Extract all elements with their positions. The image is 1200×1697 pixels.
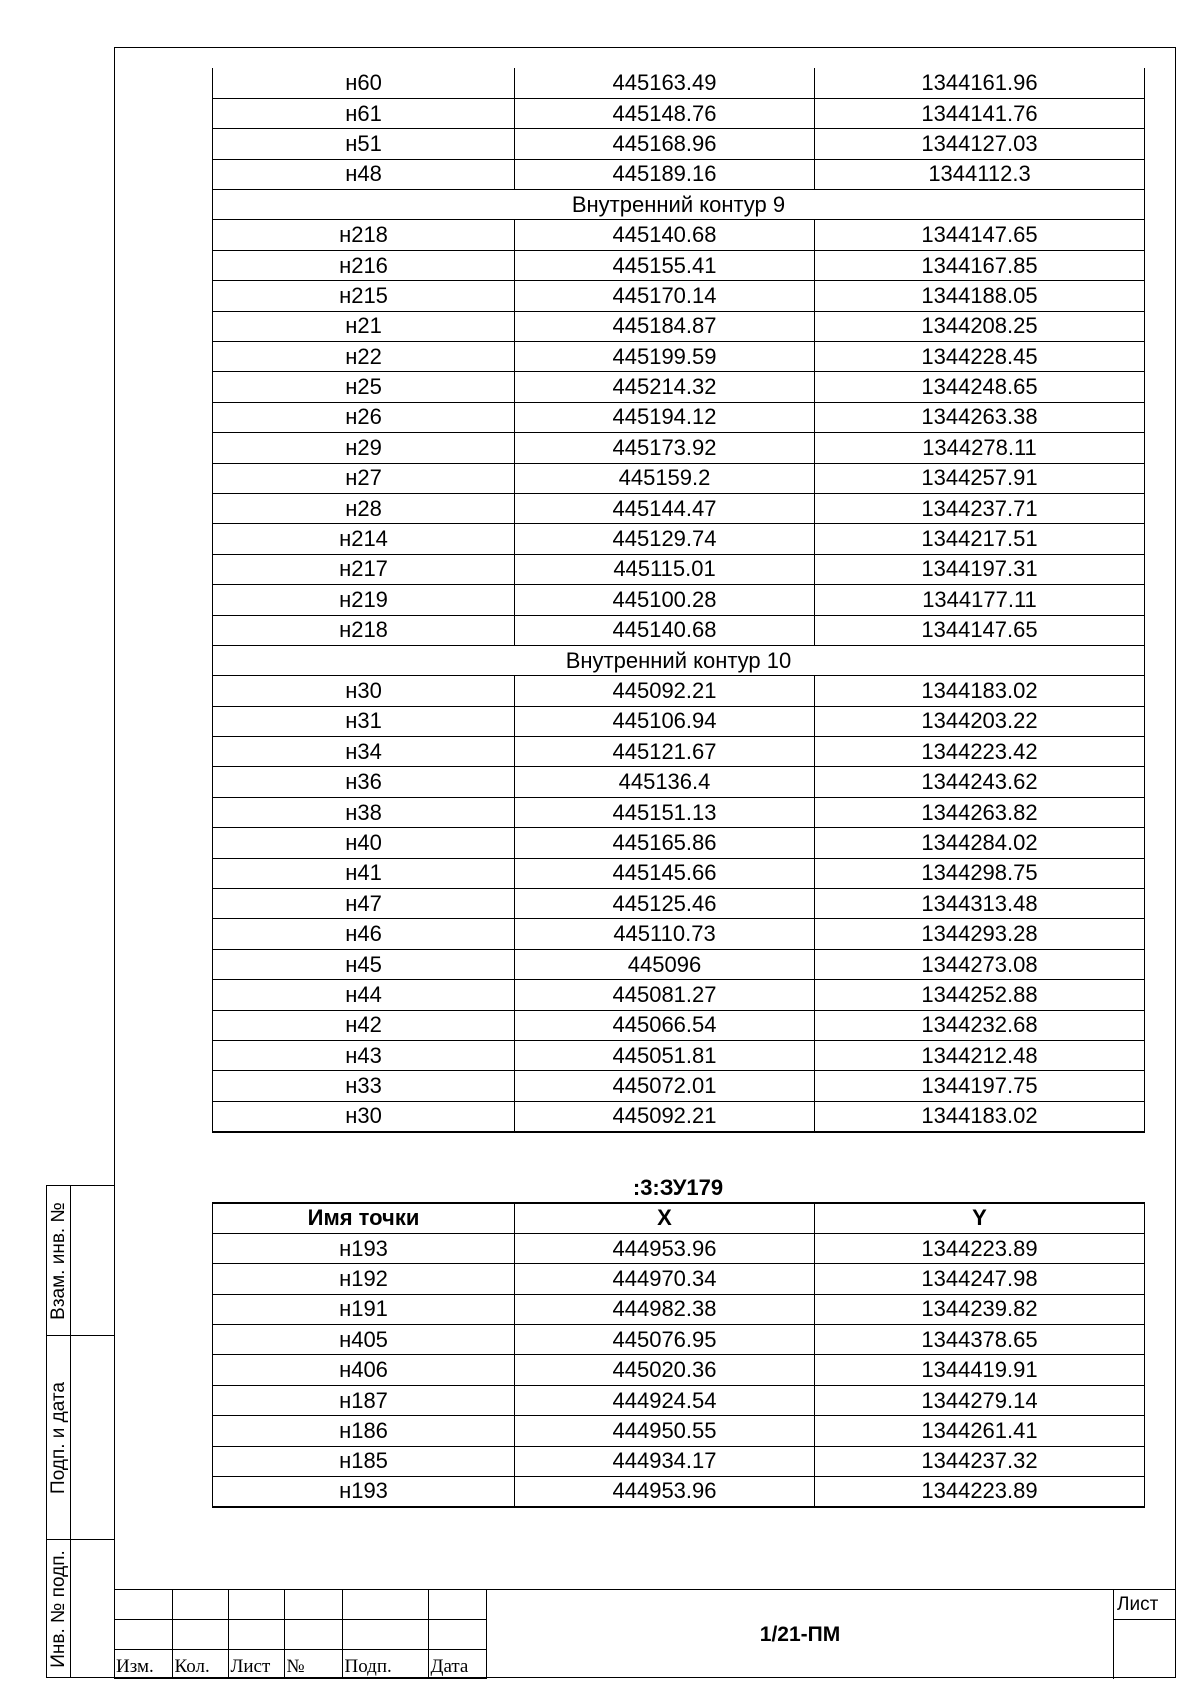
revision-grid xyxy=(114,1590,487,1679)
cell-point-name: н43 xyxy=(213,1041,515,1071)
side-cell-podp xyxy=(47,1336,115,1540)
cell-x: 445148.76 xyxy=(515,98,815,128)
cell-x: 445072.01 xyxy=(515,1071,815,1101)
cell-x: 445140.68 xyxy=(515,615,815,645)
section-row xyxy=(213,645,1145,675)
cell-y: 1344252.88 xyxy=(815,980,1145,1010)
table-row xyxy=(213,797,1145,827)
table-row xyxy=(213,524,1145,554)
cell-y: 1344141.76 xyxy=(815,98,1145,128)
cell-y: 1344232.68 xyxy=(815,1010,1145,1040)
cell-x: 445194.12 xyxy=(515,402,815,432)
cell-x: 444970.34 xyxy=(515,1264,815,1294)
side-stamp xyxy=(46,1185,114,1678)
stamp-col-label: Изм. xyxy=(114,1649,172,1679)
cell-y: 1344177.11 xyxy=(815,585,1145,615)
cell-x: 445115.01 xyxy=(515,554,815,584)
cell-x: 445100.28 xyxy=(515,585,815,615)
table-header-row xyxy=(213,1203,1145,1233)
cell-y: 1344284.02 xyxy=(815,828,1145,858)
cell-x: 445173.92 xyxy=(515,433,815,463)
table-row xyxy=(213,1477,1145,1507)
cell-x: 445184.87 xyxy=(515,311,815,341)
table-row xyxy=(213,250,1145,280)
cell-x: 445125.46 xyxy=(515,889,815,919)
cell-y: 1344237.71 xyxy=(815,493,1145,523)
table-row xyxy=(213,554,1145,584)
cell-x: 445165.86 xyxy=(515,828,815,858)
table-row xyxy=(213,737,1145,767)
cell-y: 1344223.89 xyxy=(815,1233,1145,1263)
cell-x: 445096 xyxy=(515,949,815,979)
cell-y: 1344127.03 xyxy=(815,129,1145,159)
cell-point-name: н25 xyxy=(213,372,515,402)
cell-point-name: н30 xyxy=(213,1101,515,1131)
cell-x: 445020.36 xyxy=(515,1355,815,1385)
table-row xyxy=(213,1294,1145,1324)
table-row xyxy=(213,1385,1145,1415)
table-row xyxy=(213,706,1145,736)
cell-y: 1344419.91 xyxy=(815,1355,1145,1385)
stamp-col-label: Дата xyxy=(428,1649,486,1679)
cell-x: 445076.95 xyxy=(515,1325,815,1355)
table-row xyxy=(213,585,1145,615)
table-row xyxy=(213,1446,1145,1476)
cell-x: 445163.49 xyxy=(515,68,815,98)
cell-point-name: н21 xyxy=(213,311,515,341)
parcel-title: :3:ЗУ179 xyxy=(632,1175,724,1200)
table-row xyxy=(213,828,1145,858)
cell-x: 445110.73 xyxy=(515,919,815,949)
cell-point-name: н61 xyxy=(213,98,515,128)
cell-point-name: н38 xyxy=(213,797,515,827)
cell-x: 444934.17 xyxy=(515,1446,815,1476)
table-row xyxy=(213,68,1145,98)
cell-x: 444953.96 xyxy=(515,1477,815,1507)
cell-x: 444982.38 xyxy=(515,1294,815,1324)
cell-y: 1344208.25 xyxy=(815,311,1145,341)
cell-y: 1344279.14 xyxy=(815,1385,1145,1415)
cell-y: 1344203.22 xyxy=(815,706,1145,736)
cell-point-name: н191 xyxy=(213,1294,515,1324)
cell-point-name: н193 xyxy=(213,1233,515,1263)
table-row xyxy=(213,129,1145,159)
cell-y: 1344188.05 xyxy=(815,281,1145,311)
cell-point-name: н40 xyxy=(213,828,515,858)
header-x: X xyxy=(515,1203,815,1233)
table-row xyxy=(213,767,1145,797)
table-row xyxy=(213,980,1145,1010)
cell-x: 444950.55 xyxy=(515,1416,815,1446)
cell-y: 1344161.96 xyxy=(815,68,1145,98)
cell-x: 444924.54 xyxy=(515,1385,815,1415)
cell-y: 1344257.91 xyxy=(815,463,1145,493)
cell-point-name: н218 xyxy=(213,220,515,250)
coordinates-table-parcel xyxy=(212,1202,1145,1508)
table-row xyxy=(213,159,1145,189)
table-row xyxy=(213,433,1145,463)
table-row xyxy=(213,1355,1145,1385)
cell-x: 445151.13 xyxy=(515,797,815,827)
section-label: Внутренний контур 9 xyxy=(213,190,1145,220)
cell-y: 1344217.51 xyxy=(815,524,1145,554)
cell-point-name: н30 xyxy=(213,676,515,706)
table-row xyxy=(213,676,1145,706)
cell-x: 445081.27 xyxy=(515,980,815,1010)
cell-y: 1344261.41 xyxy=(815,1416,1145,1446)
cell-x: 445066.54 xyxy=(515,1010,815,1040)
table-row xyxy=(213,463,1145,493)
cell-y: 1344298.75 xyxy=(815,858,1145,888)
cell-point-name: н215 xyxy=(213,281,515,311)
cell-x: 445136.4 xyxy=(515,767,815,797)
side-label-vzam: Взам. инв. № xyxy=(47,1201,69,1320)
cell-y: 1344197.31 xyxy=(815,554,1145,584)
cell-y: 1344239.82 xyxy=(815,1294,1145,1324)
table-row xyxy=(213,919,1145,949)
document-code: 1/21-ПМ xyxy=(486,1590,1114,1679)
side-label-podp: Подп. и дата xyxy=(47,1381,69,1494)
cell-x: 445189.16 xyxy=(515,159,815,189)
cell-y: 1344212.48 xyxy=(815,1041,1145,1071)
cell-y: 1344197.75 xyxy=(815,1071,1145,1101)
cell-x: 445214.32 xyxy=(515,372,815,402)
cell-x: 445129.74 xyxy=(515,524,815,554)
table-row xyxy=(213,311,1145,341)
table-row xyxy=(213,1325,1145,1355)
cell-y: 1344147.65 xyxy=(815,615,1145,645)
table-row xyxy=(213,1071,1145,1101)
cell-point-name: н214 xyxy=(213,524,515,554)
cell-point-name: н219 xyxy=(213,585,515,615)
cell-x: 445092.21 xyxy=(515,1101,815,1131)
cell-point-name: н193 xyxy=(213,1477,515,1507)
cell-point-name: н216 xyxy=(213,250,515,280)
table-row xyxy=(213,342,1145,372)
stamp-col-label: Лист xyxy=(228,1649,284,1679)
cell-x: 445121.67 xyxy=(515,737,815,767)
table-row xyxy=(213,1264,1145,1294)
cell-x: 445144.47 xyxy=(515,493,815,523)
cell-y: 1344293.28 xyxy=(815,919,1145,949)
cell-point-name: н406 xyxy=(213,1355,515,1385)
coordinates-table-contours xyxy=(212,68,1145,1133)
side-cell-vzam xyxy=(47,1186,115,1336)
cell-point-name: н185 xyxy=(213,1446,515,1476)
cell-x: 445199.59 xyxy=(515,342,815,372)
table-row xyxy=(213,1416,1145,1446)
table-row xyxy=(213,220,1145,250)
cell-x: 445145.66 xyxy=(515,858,815,888)
cell-point-name: н44 xyxy=(213,980,515,1010)
table-row xyxy=(213,858,1145,888)
cell-point-name: н31 xyxy=(213,706,515,736)
table-row xyxy=(213,1041,1145,1071)
table-row xyxy=(213,615,1145,645)
cell-y: 1344243.62 xyxy=(815,767,1145,797)
cell-point-name: н41 xyxy=(213,858,515,888)
stamp-col-label: Подп. xyxy=(342,1649,428,1679)
title-block xyxy=(114,1589,1176,1678)
stamp-col-label: № xyxy=(284,1649,342,1679)
cell-point-name: н48 xyxy=(213,159,515,189)
cell-point-name: н36 xyxy=(213,767,515,797)
table-row xyxy=(213,949,1145,979)
cell-point-name: н46 xyxy=(213,919,515,949)
cell-point-name: н218 xyxy=(213,615,515,645)
cell-y: 1344313.48 xyxy=(815,889,1145,919)
cell-point-name: н405 xyxy=(213,1325,515,1355)
section-label: Внутренний контур 10 xyxy=(213,645,1145,675)
sheet-box xyxy=(1114,1590,1176,1679)
cell-y: 1344147.65 xyxy=(815,220,1145,250)
side-label-inv: Инв. № подп. xyxy=(47,1549,69,1668)
table-row xyxy=(213,1233,1145,1263)
cell-point-name: н217 xyxy=(213,554,515,584)
cell-y: 1344278.11 xyxy=(815,433,1145,463)
cell-y: 1344183.02 xyxy=(815,676,1145,706)
cell-point-name: н45 xyxy=(213,949,515,979)
cell-x: 445106.94 xyxy=(515,706,815,736)
cell-point-name: н26 xyxy=(213,402,515,432)
cell-y: 1344263.82 xyxy=(815,797,1145,827)
table-row xyxy=(213,1101,1145,1131)
table-row xyxy=(213,281,1145,311)
cell-point-name: н51 xyxy=(213,129,515,159)
cell-x: 445168.96 xyxy=(515,129,815,159)
table-row xyxy=(213,402,1145,432)
table-row xyxy=(213,98,1145,128)
cell-y: 1344263.38 xyxy=(815,402,1145,432)
cell-point-name: н187 xyxy=(213,1385,515,1415)
cell-x: 445140.68 xyxy=(515,220,815,250)
cell-point-name: н60 xyxy=(213,68,515,98)
cell-x: 444953.96 xyxy=(515,1233,815,1263)
cell-y: 1344248.65 xyxy=(815,372,1145,402)
header-y: Y xyxy=(815,1203,1145,1233)
cell-y: 1344183.02 xyxy=(815,1101,1145,1131)
cell-y: 1344237.32 xyxy=(815,1446,1145,1476)
side-cell-inv xyxy=(47,1540,115,1677)
cell-x: 445159.2 xyxy=(515,463,815,493)
cell-y: 1344228.45 xyxy=(815,342,1145,372)
cell-point-name: н192 xyxy=(213,1264,515,1294)
cell-point-name: н27 xyxy=(213,463,515,493)
stamp-col-label: Кол. xyxy=(172,1649,228,1679)
cell-y: 1344223.89 xyxy=(815,1477,1145,1507)
cell-point-name: н47 xyxy=(213,889,515,919)
section-row xyxy=(213,190,1145,220)
cell-x: 445170.14 xyxy=(515,281,815,311)
cell-y: 1344112.3 xyxy=(815,159,1145,189)
cell-y: 1344273.08 xyxy=(815,949,1145,979)
header-point-name: Имя точки xyxy=(213,1203,515,1233)
cell-point-name: н29 xyxy=(213,433,515,463)
cell-point-name: н186 xyxy=(213,1416,515,1446)
table-row xyxy=(213,372,1145,402)
cell-y: 1344247.98 xyxy=(815,1264,1145,1294)
cell-y: 1344167.85 xyxy=(815,250,1145,280)
sheet-label: Лист xyxy=(1114,1590,1176,1620)
cell-x: 445155.41 xyxy=(515,250,815,280)
table-row xyxy=(213,1010,1145,1040)
cell-point-name: н34 xyxy=(213,737,515,767)
table-row xyxy=(213,493,1145,523)
cell-x: 445092.21 xyxy=(515,676,815,706)
table-row xyxy=(213,889,1145,919)
cell-point-name: н28 xyxy=(213,493,515,523)
cell-y: 1344378.65 xyxy=(815,1325,1145,1355)
cell-point-name: н42 xyxy=(213,1010,515,1040)
cell-y: 1344223.42 xyxy=(815,737,1145,767)
cell-point-name: н22 xyxy=(213,342,515,372)
cell-point-name: н33 xyxy=(213,1071,515,1101)
cell-x: 445051.81 xyxy=(515,1041,815,1071)
